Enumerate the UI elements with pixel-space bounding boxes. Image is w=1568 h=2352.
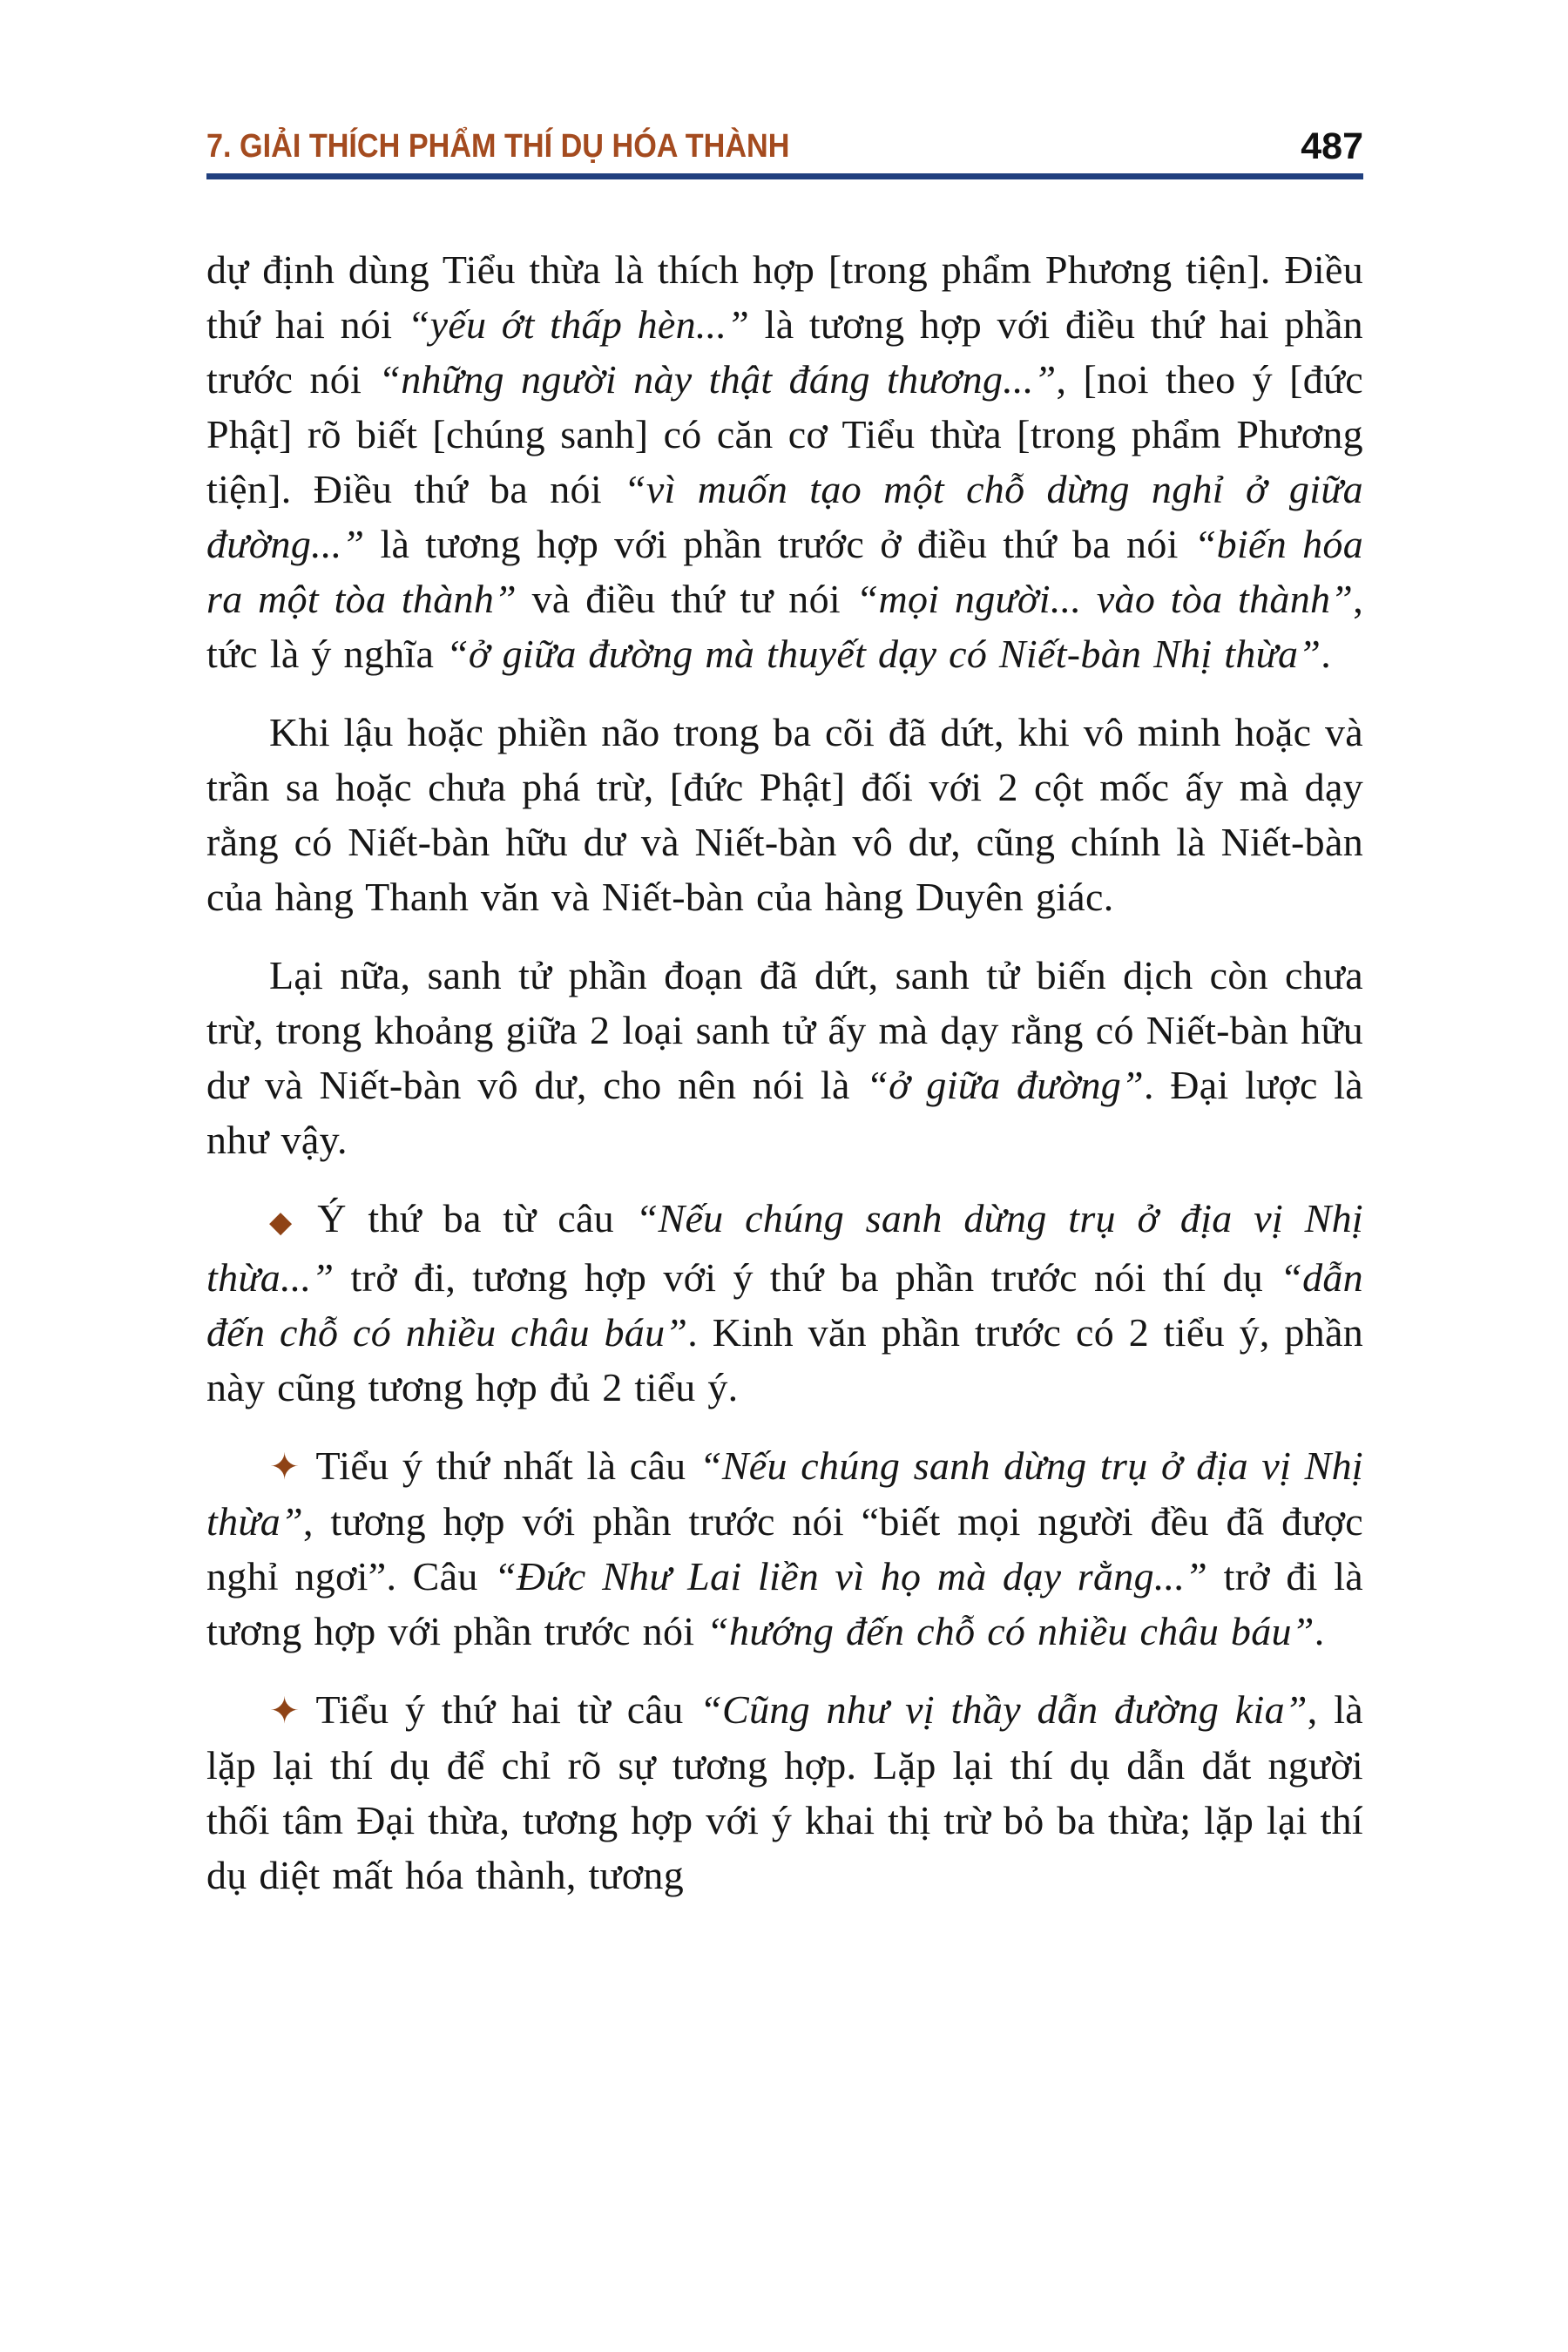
text-segment: . Kinh văn phần trước có 2 tiểu ý, phần này cũng tương hợp đủ 2 tiểu ý. — [206, 1310, 1363, 1409]
text-segment: và điều thứ tư nói — [517, 577, 856, 621]
text-segment: “những người này thật đáng thương...” — [378, 357, 1057, 402]
star-bullet-icon: ✦ — [269, 1689, 301, 1732]
text-segment: là tương hợp với phần trước ở điều thứ ba nói — [364, 522, 1194, 566]
text-segment: . — [1314, 1609, 1325, 1653]
text-segment: “Cũng như vị thầy dẫn đường kia” — [700, 1687, 1308, 1732]
text-segment: là tương hợp với điều thứ hai phần trước nói — [206, 302, 1363, 402]
text-segment: “Nếu chúng sanh dừng trụ ở địa vị Nhị thừa” — [206, 1443, 1364, 1544]
text-segment: Tiểu ý thứ nhất là câu — [315, 1443, 700, 1488]
paragraph — [206, 948, 1363, 1167]
text-segment: . Đại lược là như vậy. — [206, 1063, 1363, 1162]
text-segment: “Đức Như Lai liền vì họ mà dạy rằng...” — [494, 1554, 1208, 1598]
text-segment: “biến hóa ra một tòa thành” — [206, 522, 1363, 621]
diamond-bullet-icon: ◆ — [269, 1205, 302, 1240]
text-segment: , tức là ý nghĩa — [206, 577, 1363, 676]
page-number: 487 — [1301, 125, 1363, 167]
text-segment: “ở giữa đường” — [866, 1063, 1144, 1107]
paragraph — [206, 1191, 1363, 1415]
page-body — [206, 242, 1363, 1926]
text-segment: dự định dùng Tiểu thừa là thích hợp [trong phẩm Phương tiện]. Điều thứ hai nói — [206, 247, 1363, 347]
paragraph — [206, 1438, 1363, 1659]
text-segment: , là lặp lại thí dụ để chỉ rõ sự tương hợp. Lặp lại thí dụ dẫn dắt người thối tâm Đại thừa, tương hợp với ý khai thị trừ bỏ ba thừa; lặp lại thí dụ diệt mất hóa thành, tương — [206, 1687, 1363, 1897]
paragraph — [206, 1682, 1363, 1903]
paragraph — [206, 242, 1363, 681]
text-segment: , [noi theo ý [đức Phật] rõ biết [chúng sanh] có căn cơ Tiểu thừa [trong phẩm Phương tiện]. Điều thứ ba nói — [206, 357, 1363, 511]
text-segment: “hướng đến chỗ có nhiều châu báu” — [706, 1609, 1315, 1653]
text-segment: “ở giữa đường mà thuyết dạy có Niết-bàn Nhị thừa” — [446, 632, 1321, 676]
text-segment: “Nếu chúng sanh dừng trụ ở địa vị Nhị thừa...” — [206, 1196, 1363, 1300]
text-segment: “yếu ớt thấp hèn...” — [407, 302, 750, 347]
text-segment: , tương hợp với phần trước nói “biết mọi người đều đã được nghỉ ngơi”. Câu — [206, 1499, 1363, 1598]
text-segment: “mọi người... vào tòa thành” — [855, 577, 1354, 621]
header-rule-divider — [206, 173, 1363, 179]
star-bullet-icon: ✦ — [269, 1445, 301, 1488]
text-segment: Tiểu ý thứ hai từ câu — [315, 1687, 700, 1732]
text-segment: trở đi, tương hợp với ý thứ ba phần trước nói thí dụ — [334, 1255, 1281, 1300]
text-segment: “vì muốn tạo một chỗ dừng nghỉ ở giữa đường...” — [206, 467, 1363, 566]
text-segment: trở đi là tương hợp với phần trước nói — [206, 1554, 1363, 1653]
text-segment: “dẫn đến chỗ có nhiều châu báu” — [206, 1255, 1363, 1355]
text-segment: Lại nữa, sanh tử phần đoạn đã dứt, sanh tử biến dịch còn chưa trừ, trong khoảng giữa 2 loại sanh tử ấy mà dạy rằng có Niết-bàn hữu dư và Niết-bàn vô dư, cho nên nói là — [206, 953, 1363, 1107]
paragraph — [206, 705, 1363, 924]
text-segment: . — [1321, 632, 1332, 676]
text-segment: Khi lậu hoặc phiền não trong ba cõi đã dứt, khi vô minh hoặc và trần sa hoặc chưa phá trừ, [đức Phật] đối với 2 cột mốc ấy mà dạy rằng có Niết-bàn hữu dư và Niết-bàn vô dư, cũng chính là Niết-bàn của hàng Thanh văn và Niết-bàn của hàng Duyên giác. — [206, 710, 1363, 919]
text-segment: Ý thứ ba từ câu — [317, 1196, 636, 1240]
page-header — [206, 127, 1363, 166]
section-title: 7. GIẢI THÍCH PHẨM THÍ DỤ HÓA THÀNH — [206, 128, 790, 165]
